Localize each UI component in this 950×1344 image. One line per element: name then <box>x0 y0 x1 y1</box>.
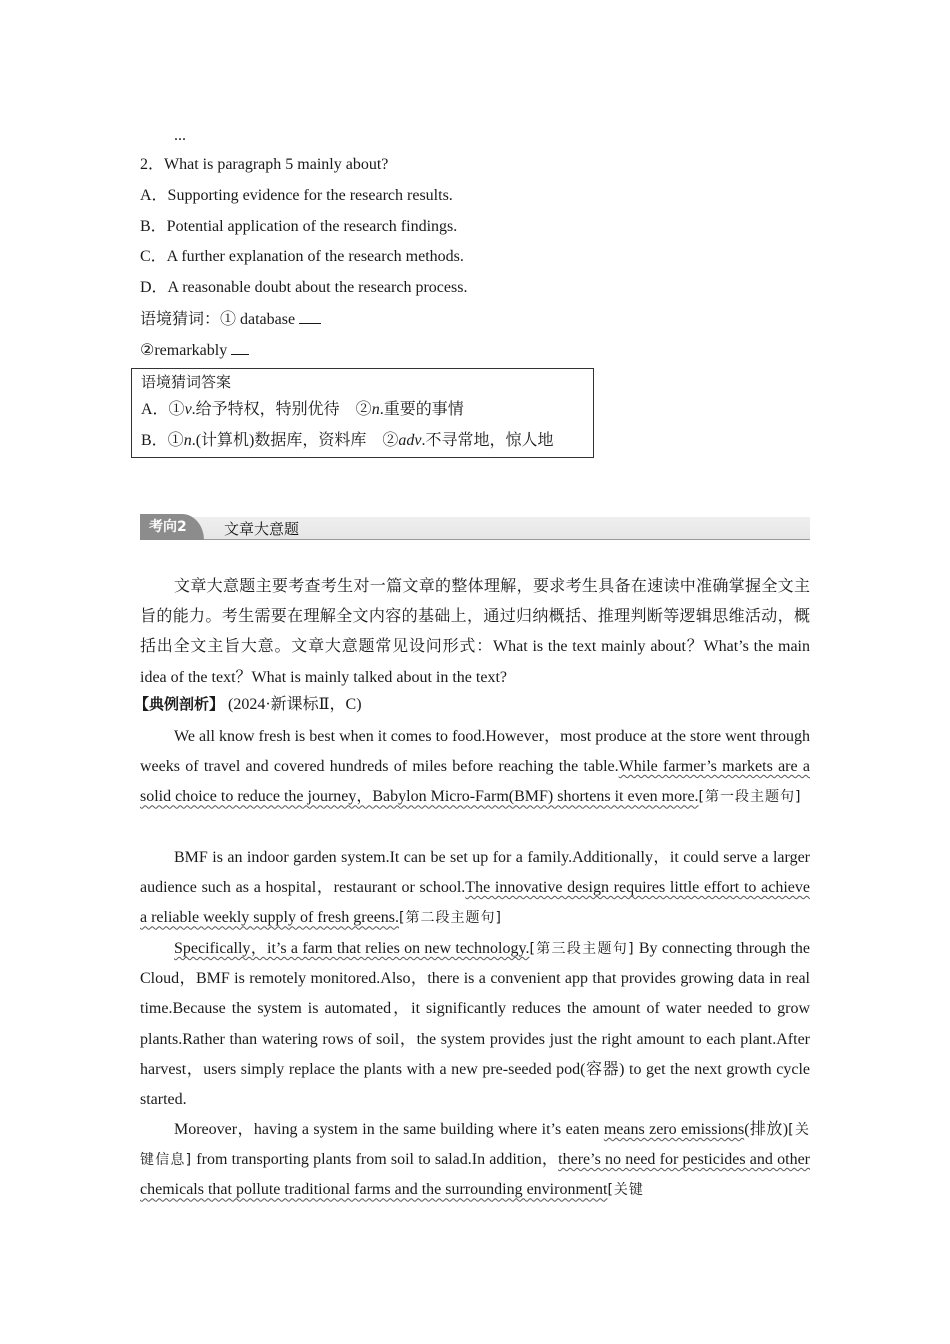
answer-b-text1: .(计算机)数据库，资料库 ② <box>191 432 399 449</box>
p4-text-a: Moreover，having a system in the same building where it’s eaten <box>174 1121 604 1138</box>
ellipsis-text: ... <box>174 127 186 144</box>
example-label: 【典例剖析】 <box>134 695 225 713</box>
p2-topic-sentence: The innovative design requires little effort to achieve a reliable weekly supply of fresh greens. <box>140 879 810 927</box>
p4-annotation-1: [关键信息] <box>140 1122 810 1169</box>
p4-key-info-1: means zero emissions <box>603 1121 745 1138</box>
section-header <box>140 509 810 542</box>
p4-key-info-2: there’s no need for pesticides and other chemicals that pollute traditional farms and the surrounding environment <box>140 1151 810 1199</box>
p1-text: We all know fresh is best when it comes to food.However，most produce at the store went through weeks of travel and covered hundreds of miles before reaching the table. <box>140 728 810 776</box>
p3-text: By connecting through the Cloud，BMF is remotely monitored.Also，there is a convenient app that provides growing data in real time.Because the system is automated，it significantly reduces the amount of water needed to grow plants.Rather than watering rows of soil，the system provides just the right amount to each plant.After harvest，users simply replace the plants with a new pre-seeded pod(容器) to get the next growth cycle started. <box>140 940 810 1109</box>
answer-a-pos1: v <box>184 401 192 418</box>
p3-annotation: [第三段主题句] <box>529 941 635 957</box>
context-guess-word-2: ②remarkably <box>140 342 228 359</box>
answer-b-pos2: adv <box>398 432 422 449</box>
answer-row-a <box>141 400 464 420</box>
section-heading: 文章大意题 <box>224 520 300 538</box>
example-header <box>134 692 362 717</box>
answer-box-title: 语境猜词答案 <box>141 373 232 391</box>
answer-a-pos2: n <box>371 401 380 418</box>
section-tag: 考向2 <box>140 514 204 540</box>
question-stem: 2．What is paragraph 5 mainly about? <box>140 156 389 173</box>
answer-b-text2: .不寻常地，惊人地 <box>421 432 554 449</box>
option-c: C．A further explanation of the research methods. <box>140 248 464 265</box>
answer-a-text2: .重要的事情 <box>379 401 464 418</box>
p4-text-c: from transporting plants from soil to salad.In addition， <box>192 1151 559 1169</box>
option-a: A．Supporting evidence for the research results. <box>140 187 453 204</box>
option-d: D．A reasonable doubt about the research process. <box>140 279 468 296</box>
p2-text: BMF is an indoor garden system.It can be set up for a family.Additionally，it could serve a larger audience such as a hospital，restaurant or school. <box>140 849 810 897</box>
p4-text-b: (排放) <box>744 1121 789 1138</box>
p2-annotation: [第二段主题句] <box>399 910 502 927</box>
passage-paragraph-1 <box>140 722 810 813</box>
context-guess-word-1: 语境猜词：① database <box>140 311 296 328</box>
answer-a-text1: .给予特权，特别优待 ② <box>191 401 372 418</box>
p4-annotation-2: [关键 <box>607 1182 644 1199</box>
answer-box <box>131 368 594 458</box>
p3-topic-sentence: Specifically，it’s a farm that relies on new technology. <box>174 940 530 957</box>
context-guess-second <box>140 340 249 361</box>
p1-topic-sentence: While farmer’s markets are a solid choice to reduce the journey，Babylon Micro-Farm(BMF) shortens it even more. <box>140 758 810 806</box>
answer-blank-2 <box>231 340 249 355</box>
intro-paragraph: 文章大意题主要考查考生对一篇文章的整体理解，要求考生具备在速读中准确掌握全文主旨的能力。考生需要在理解全文内容的基础上，通过归纳概括、推理判断等逻辑思维活动，概括出全文主旨大意。文章大意题常见设问形式：What is the text mainly about？What’s the main idea of the text？What is mainly talked about in the text? <box>140 578 810 686</box>
answer-row-b <box>141 431 553 451</box>
answer-a-prefix: A．① <box>141 401 185 418</box>
answer-b-pos1: n <box>183 432 192 449</box>
passage-paragraph-4 <box>140 1115 810 1206</box>
option-b: B．Potential application of the research findings. <box>140 218 458 235</box>
context-guess-prompt <box>140 309 321 330</box>
passage-paragraph-2 <box>140 843 810 934</box>
answer-b-prefix: B．① <box>141 432 184 449</box>
p1-annotation: [第一段主题句] <box>698 789 802 806</box>
passage-paragraph-3 <box>140 934 810 1115</box>
answer-blank-1 <box>299 309 321 324</box>
example-source: (2024·新课标Ⅱ，C) <box>228 696 362 713</box>
